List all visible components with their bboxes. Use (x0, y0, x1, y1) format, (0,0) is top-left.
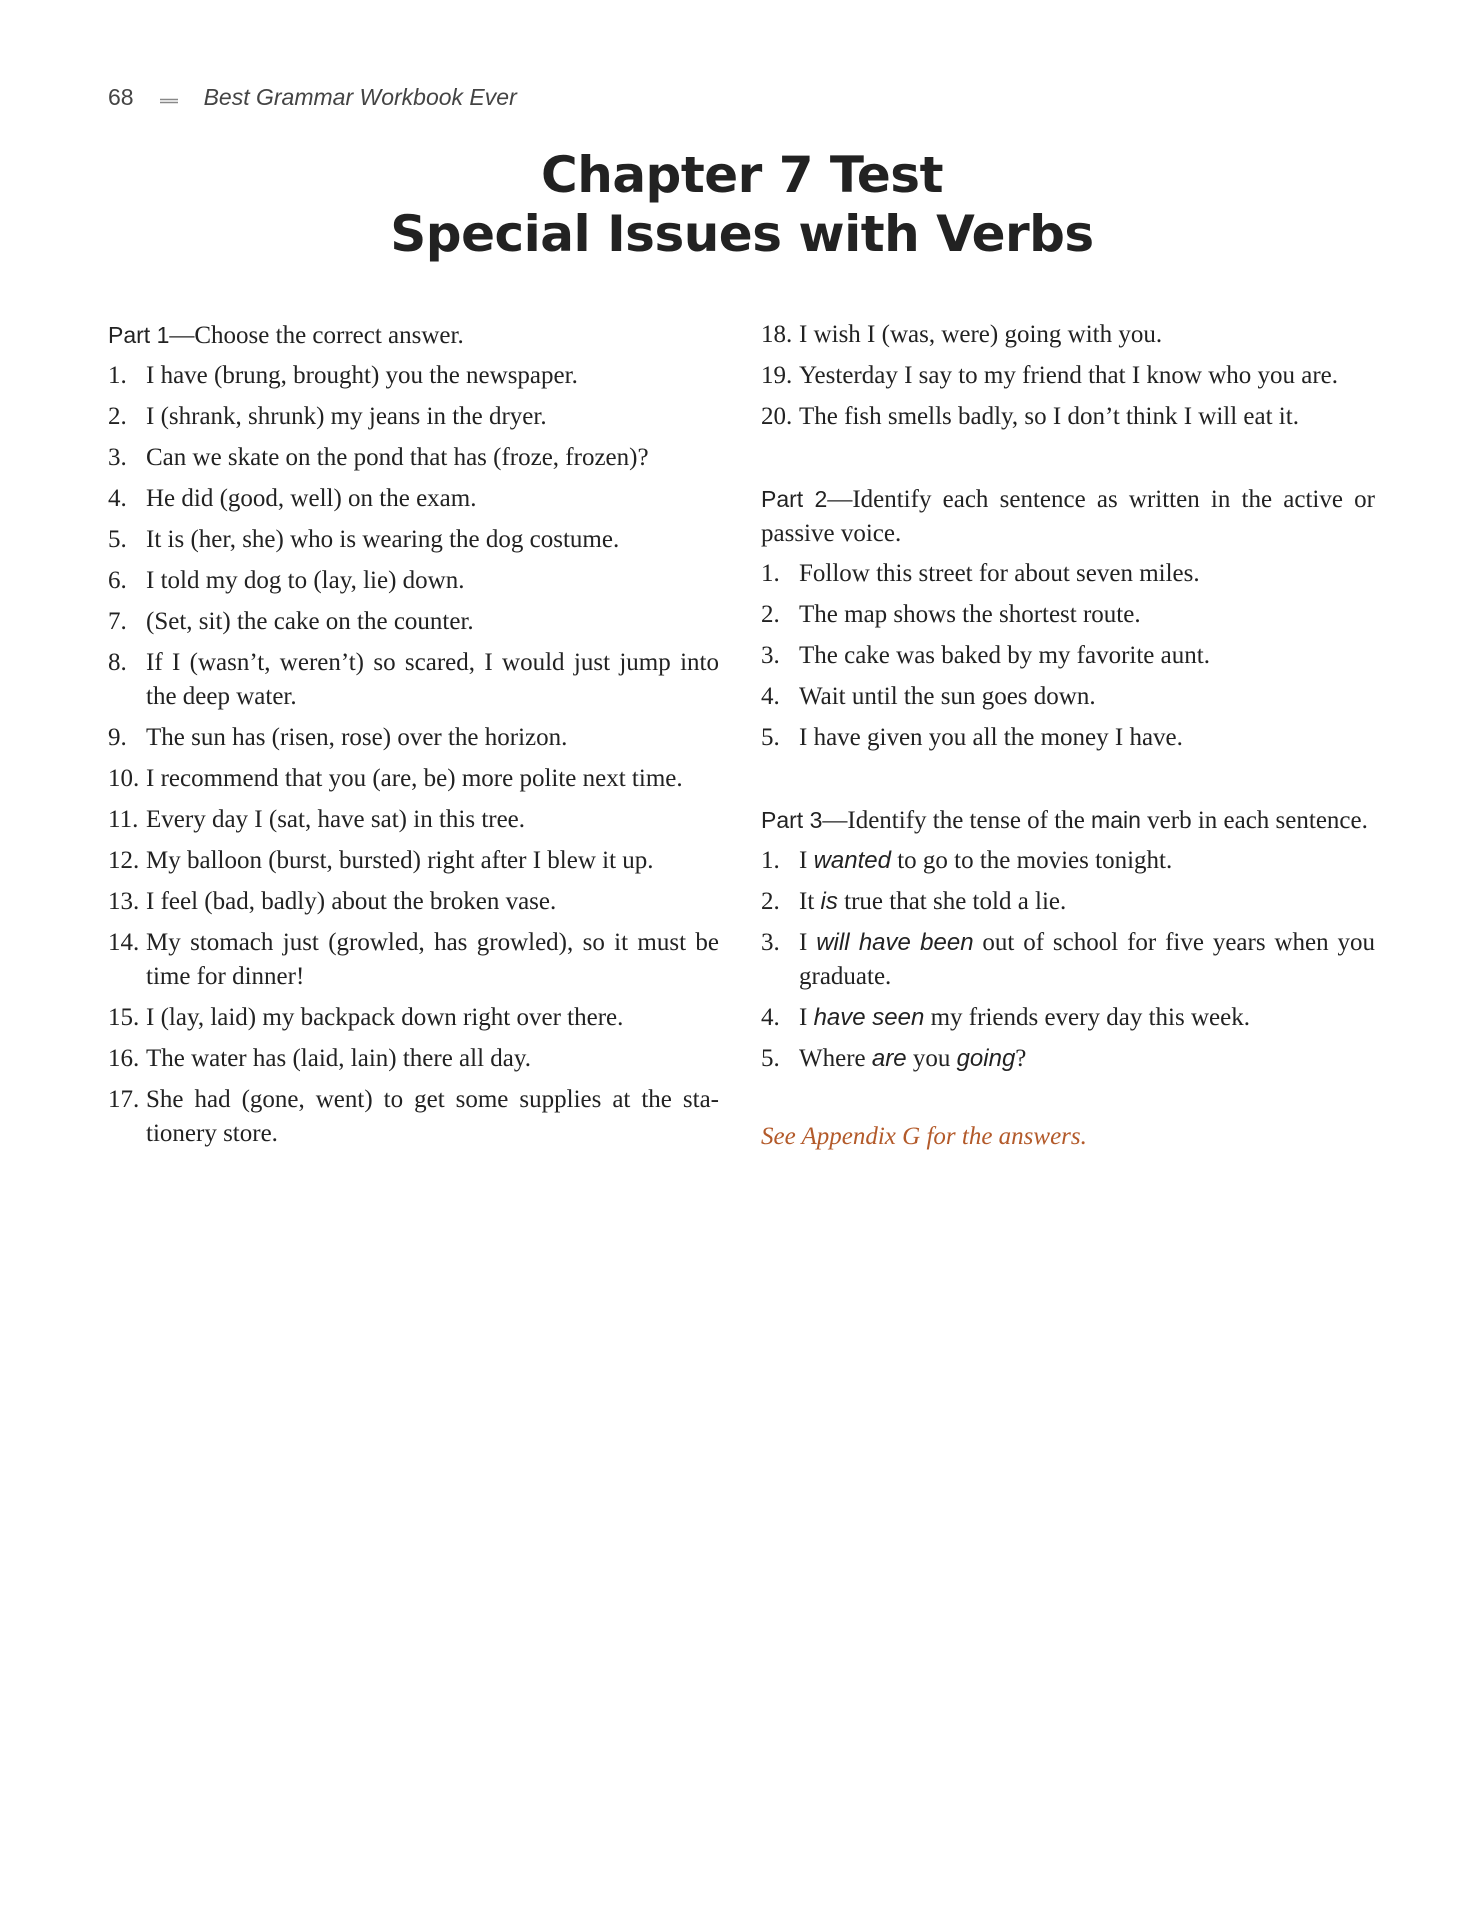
item-number: 6. (108, 567, 127, 594)
verb-highlight: wanted (813, 847, 891, 874)
item-number: 20. (761, 403, 793, 430)
item-text: It is (her, she) who is wearing the dog costume. (146, 526, 620, 553)
item-text (799, 885, 1375, 919)
list-item (761, 598, 1375, 632)
list-item (108, 482, 719, 516)
list-item (108, 605, 719, 639)
item-text (799, 1001, 1375, 1035)
list-item (108, 803, 719, 837)
item-text-pre: It (799, 888, 821, 915)
part3-instruction-b: verb in each sentence. (1140, 807, 1368, 834)
item-number: 1. (108, 362, 127, 389)
item-text: If I (wasn’t, weren’t) so scared, I would just jump into the deep water. (146, 649, 719, 710)
list-item (108, 926, 719, 994)
item-text: (Set, sit) the cake on the counter. (146, 608, 474, 635)
item-text: I have (brung, brought) you the newspaper. (146, 362, 578, 389)
item-text: My balloon (burst, bursted) right after I blew it up. (146, 847, 654, 874)
list-item (761, 1042, 1375, 1076)
item-text: I (shrank, shrunk) my jeans in the dryer. (146, 403, 547, 430)
list-item (108, 400, 719, 434)
list-item (108, 523, 719, 557)
item-text: The cake was baked by my favorite aunt. (799, 642, 1210, 669)
item-text (799, 844, 1375, 878)
item-number: 12. (108, 847, 140, 874)
item-text-mid: you (906, 1045, 957, 1072)
item-text (799, 926, 1375, 994)
arrow-dash-icon (158, 84, 180, 111)
list-item (761, 926, 1375, 994)
item-number: 13. (108, 888, 140, 915)
verb-highlight: have seen (813, 1004, 925, 1031)
list-item (108, 564, 719, 598)
left-column (108, 318, 719, 1158)
list-item (108, 1042, 719, 1076)
item-number: 4. (761, 683, 780, 710)
part3-heading (761, 803, 1375, 838)
item-text: The map shows the shortest route. (799, 601, 1141, 628)
item-number: 2. (108, 403, 127, 430)
part2-label: Part 2 (761, 486, 828, 512)
list-item (108, 762, 719, 796)
item-text-pre: I (799, 929, 817, 956)
item-number: 5. (108, 526, 127, 553)
list-item (108, 885, 719, 919)
right-column (761, 318, 1375, 1179)
part1-heading (108, 318, 719, 353)
item-number: 4. (108, 485, 127, 512)
list-item (761, 400, 1375, 434)
part2-list (761, 557, 1375, 755)
verb-highlight: are (871, 1045, 907, 1072)
item-text: Yesterday I say to my friend that I know who you are. (799, 362, 1339, 389)
item-number: 14. (108, 929, 140, 956)
item-number: 15. (108, 1004, 140, 1031)
item-text-post: my friends every day this week. (924, 1004, 1250, 1031)
item-number: 16. (108, 1045, 140, 1072)
item-number: 5. (761, 724, 780, 751)
item-text-post: ? (1015, 1045, 1027, 1072)
list-item (761, 844, 1375, 878)
item-text: The sun has (risen, rose) over the horizon. (146, 724, 568, 751)
list-item (108, 359, 719, 393)
page-number: 68 (108, 84, 134, 110)
verb-highlight: will have been (816, 929, 974, 956)
item-number: 3. (108, 444, 127, 471)
item-number: 10. (108, 765, 140, 792)
item-number: 17. (108, 1086, 140, 1113)
list-item (761, 557, 1375, 591)
item-text: I have given you all the money I have. (799, 724, 1183, 751)
part3-label: Part 3 (761, 807, 823, 833)
item-number: 5. (761, 1045, 780, 1072)
item-text: Can we skate on the pond that has (froze, frozen)? (146, 444, 649, 471)
part1-label: Part 1 (108, 322, 170, 348)
chapter-title-line2: Special Issues with Verbs (390, 205, 1094, 263)
list-item (108, 844, 719, 878)
appendix-note: See Appendix G for the answers. (761, 1123, 1087, 1150)
part2-heading (761, 482, 1375, 551)
part1-list-continued (761, 318, 1375, 434)
part2-instruction: —Identify each sentence as written in the active or passive voice. (761, 486, 1375, 547)
part3-instruction-main: main (1091, 807, 1141, 833)
verb-highlight: is (820, 888, 838, 915)
item-text: The fish smells badly, so I don’t think I will eat it. (799, 403, 1299, 430)
item-number: 7. (108, 608, 127, 635)
item-text-post: to go to the movies tonight. (890, 847, 1173, 874)
item-text: I (lay, laid) my backpack down right over there. (146, 1004, 624, 1031)
item-text: I wish I (was, were) going with you. (799, 321, 1163, 348)
verb-highlight: going (956, 1045, 1016, 1072)
chapter-title (0, 146, 1484, 264)
item-number: 9. (108, 724, 127, 751)
book-title: Best Grammar Workbook Ever (203, 84, 517, 110)
item-number: 3. (761, 642, 780, 669)
list-item (761, 885, 1375, 919)
list-item (761, 721, 1375, 755)
list-item (108, 1001, 719, 1035)
list-item (108, 721, 719, 755)
chapter-title-line1: Chapter 7 Test (541, 146, 943, 204)
item-text: My stomach just (growled, has growled), so it must be time for dinner! (146, 929, 719, 990)
item-number: 1. (761, 847, 780, 874)
list-item (761, 318, 1375, 352)
item-number: 2. (761, 888, 780, 915)
item-text: Follow this street for about seven miles. (799, 560, 1200, 587)
item-text: Every day I (sat, have sat) in this tree. (146, 806, 526, 833)
list-item (761, 680, 1375, 714)
item-text: Wait until the sun goes down. (799, 683, 1096, 710)
item-number: 8. (108, 649, 127, 676)
item-text: I recommend that you (are, be) more polite next time. (146, 765, 683, 792)
item-number: 19. (761, 362, 793, 389)
item-number: 11. (108, 806, 139, 833)
item-text: She had (gone, went) to get some supplies at the stationery store. (146, 1086, 719, 1147)
running-head (108, 84, 517, 111)
part3-instruction-a: —Identify the tense of the (822, 807, 1092, 834)
item-text-post: out of school for five years when you graduate. (799, 929, 1375, 990)
part1-list (108, 359, 719, 1151)
item-text: I feel (bad, badly) about the broken vase. (146, 888, 557, 915)
item-text (799, 1042, 1375, 1076)
item-text: I told my dog to (lay, lie) down. (146, 567, 465, 594)
list-item (761, 359, 1375, 393)
part3-list (761, 844, 1375, 1076)
list-item (761, 639, 1375, 673)
item-number: 2. (761, 601, 780, 628)
item-text: The water has (laid, lain) there all day. (146, 1045, 532, 1072)
list-item (761, 1001, 1375, 1035)
item-text-pre: Where (799, 1045, 872, 1072)
list-item (108, 1083, 719, 1151)
item-text: He did (good, well) on the exam. (146, 485, 477, 512)
item-text-pre: I (799, 1004, 814, 1031)
list-item (108, 646, 719, 714)
item-number: 3. (761, 929, 780, 956)
part1-instruction: —Choose the correct answer. (169, 322, 464, 349)
item-number: 4. (761, 1004, 780, 1031)
item-text-pre: I (799, 847, 814, 874)
list-item (108, 441, 719, 475)
item-number: 1. (761, 560, 780, 587)
item-text-post: true that she told a lie. (837, 888, 1067, 915)
item-number: 18. (761, 321, 793, 348)
